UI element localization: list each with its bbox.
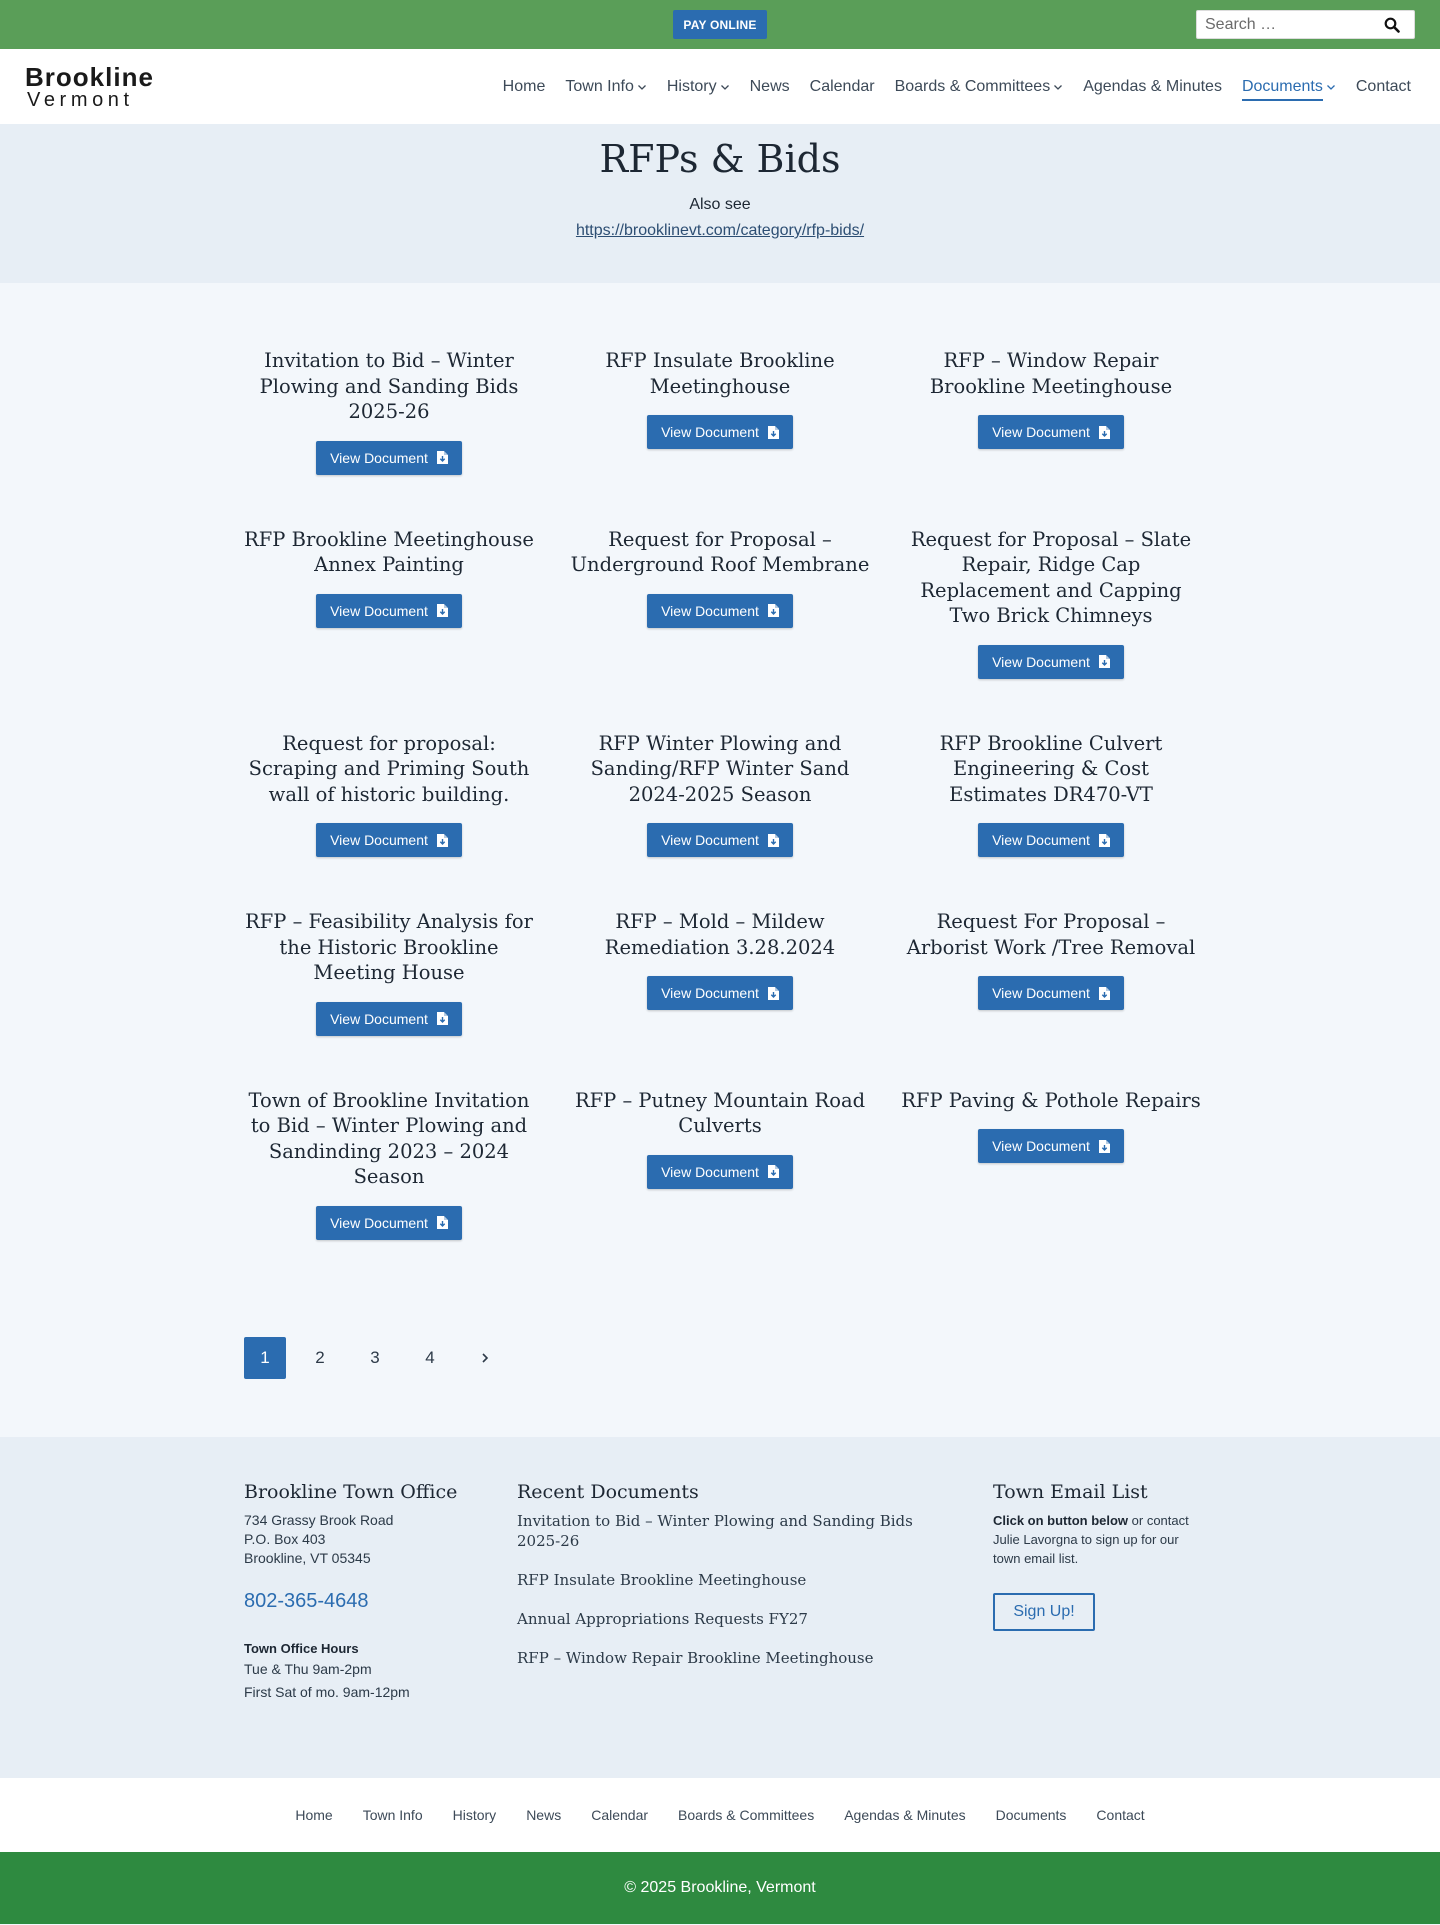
nav-item-label: Town Info xyxy=(565,77,634,95)
email-list-text xyxy=(993,1511,1193,1568)
logo-line-1: Brookline xyxy=(25,62,154,92)
footer-nav xyxy=(0,1778,1440,1852)
hours-line: First Sat of mo. 9am-12pm xyxy=(244,1684,410,1700)
nav-item-calendar[interactable] xyxy=(800,70,885,104)
recent-documents-title: Recent Documents xyxy=(517,1481,699,1503)
email-rest-text: or contact Julie Lavorgna to sign up for our town email list. xyxy=(993,1513,1189,1566)
recent-document-link[interactable]: Annual Appropriations Requests FY27 xyxy=(517,1610,808,1628)
view-document-button[interactable] xyxy=(647,976,793,1010)
pagination xyxy=(244,1337,506,1379)
row-spacer xyxy=(906,857,1196,909)
view-document-label: View Document xyxy=(992,832,1090,848)
site-footer xyxy=(0,1437,1440,1778)
footer-nav-boards-and-committees[interactable]: Boards & Committees xyxy=(678,1807,815,1823)
document-title[interactable]: Request for Proposal – Slate Repair, Ridge Cap Replacement and Capping Two Brick Chimneys xyxy=(910,527,1192,627)
footer-nav-contact[interactable]: Contact xyxy=(1096,1807,1145,1823)
document-card xyxy=(244,1088,534,1240)
rfp-bids-category-link[interactable]: https://brooklinevt.com/category/rfp-bids/ xyxy=(575,222,865,239)
footer-nav-home[interactable]: Home xyxy=(295,1807,333,1823)
chevron-down-icon[interactable] xyxy=(720,83,730,91)
nav-item-label: History xyxy=(666,77,717,95)
recent-document-link[interactable]: RFP Insulate Brookline Meetinghouse xyxy=(517,1571,807,1589)
nav-item-home[interactable] xyxy=(493,70,556,104)
view-document-label: View Document xyxy=(992,653,1090,670)
view-document-button[interactable] xyxy=(316,594,462,628)
view-document-label: View Document xyxy=(992,424,1090,440)
page-link-3[interactable]: 3 xyxy=(370,1348,380,1367)
file-download-icon xyxy=(437,1216,448,1229)
row-spacer xyxy=(244,1036,534,1088)
document-card xyxy=(570,527,870,679)
file-download-icon xyxy=(437,451,448,464)
row-spacer xyxy=(575,857,865,909)
chevron-down-icon[interactable] xyxy=(1053,83,1063,91)
view-document-button[interactable] xyxy=(978,823,1124,857)
document-title[interactable]: RFP – Mold – Mildew Remediation 3.28.2024 xyxy=(604,910,836,959)
page-hero xyxy=(0,124,1440,283)
file-download-icon xyxy=(768,426,779,439)
file-download-icon xyxy=(437,834,448,847)
document-card xyxy=(575,909,865,1036)
file-download-icon xyxy=(1099,426,1110,439)
view-document-button[interactable] xyxy=(647,1155,793,1189)
row-spacer xyxy=(575,679,865,731)
document-title[interactable]: Request For Proposal – Arborist Work /Tree Removal xyxy=(906,910,1196,959)
row-spacer xyxy=(906,679,1196,731)
document-title[interactable]: RFP – Feasibility Analysis for the Historic Brookline Meeting House xyxy=(245,910,533,984)
address-line: P.O. Box 403 xyxy=(244,1531,326,1547)
file-download-icon xyxy=(768,1165,779,1178)
footer-nav-agendas-and-minutes[interactable]: Agendas & Minutes xyxy=(844,1807,966,1823)
document-title[interactable]: Request for Proposal – Underground Roof Membrane xyxy=(570,527,870,576)
view-document-button[interactable] xyxy=(978,645,1124,679)
nav-item-boards-and-committees[interactable] xyxy=(885,70,1074,104)
view-document-label: View Document xyxy=(992,1138,1090,1154)
document-title[interactable]: RFP Winter Plowing and Sanding/RFP Winter Sand 2024-2025 Season xyxy=(590,731,850,806)
footer-recent-column xyxy=(517,1479,927,1687)
document-card xyxy=(244,527,534,679)
footer-nav-town-info[interactable]: Town Info xyxy=(362,1807,423,1823)
row-spacer xyxy=(906,475,1196,527)
search-form xyxy=(1196,10,1415,39)
address-line: Brookline, VT 05345 xyxy=(244,1550,371,1566)
view-document-button[interactable] xyxy=(978,1129,1124,1163)
email-list-title: Town Email List xyxy=(993,1481,1148,1503)
document-card xyxy=(906,909,1196,1036)
footer-email-column xyxy=(993,1479,1193,1631)
document-card xyxy=(244,348,534,475)
nav-item-label: Boards & Committees xyxy=(894,77,1051,95)
view-document-button[interactable] xyxy=(316,1206,462,1240)
file-download-icon xyxy=(1099,834,1110,847)
document-card xyxy=(906,731,1196,858)
nav-item-label: Documents xyxy=(1242,78,1323,101)
nav-item-label: Calendar xyxy=(809,77,875,95)
document-card xyxy=(575,731,865,858)
recent-documents-list xyxy=(517,1511,927,1668)
document-title[interactable]: RFP – Putney Mountain Road Culverts xyxy=(574,1088,866,1137)
site-logo[interactable] xyxy=(25,64,154,110)
office-address xyxy=(244,1511,457,1568)
nav-item-agendas-and-minutes[interactable] xyxy=(1073,70,1232,104)
email-bold-text: Click on button below xyxy=(993,1513,1129,1528)
file-download-icon xyxy=(1099,655,1110,668)
page-link-4[interactable]: 4 xyxy=(425,1348,435,1367)
document-title[interactable]: RFP Brookline Culvert Engineering & Cost Estimates DR470-VT xyxy=(939,731,1163,806)
document-title[interactable]: Invitation to Bid – Winter Plowing and Sanding Bids 2025-26 xyxy=(259,349,519,423)
row-spacer xyxy=(575,475,865,527)
view-document-button[interactable] xyxy=(647,823,793,857)
nav-item-label: News xyxy=(749,77,790,95)
document-title[interactable]: Town of Brookline Invitation to Bid – Winter Plowing and Sandinding 2023 – 2024 Season xyxy=(248,1088,530,1188)
file-download-icon xyxy=(1099,987,1110,1000)
file-download-icon xyxy=(437,1012,448,1025)
office-title: Brookline Town Office xyxy=(244,1481,458,1503)
next-page-icon[interactable] xyxy=(464,1337,506,1379)
nav-item-contact[interactable] xyxy=(1346,70,1421,104)
file-download-icon xyxy=(437,604,448,617)
sign-up-button[interactable]: Sign Up! xyxy=(993,1593,1095,1631)
view-document-label: View Document xyxy=(661,985,759,1001)
nav-item-history[interactable] xyxy=(657,70,740,104)
document-card xyxy=(906,348,1196,475)
row-spacer xyxy=(906,1036,1196,1088)
view-document-label: View Document xyxy=(330,449,428,466)
view-document-label: View Document xyxy=(661,602,759,619)
row-spacer xyxy=(244,475,534,527)
document-card xyxy=(575,348,865,475)
search-icon[interactable] xyxy=(1377,11,1407,38)
office-phone-link[interactable]: 802-365-4648 xyxy=(244,1590,369,1612)
nav-item-label: Agendas & Minutes xyxy=(1083,77,1222,95)
view-document-label: View Document xyxy=(661,424,759,440)
chevron-down-icon[interactable] xyxy=(637,83,647,91)
view-document-label: View Document xyxy=(330,1010,428,1027)
view-document-button[interactable] xyxy=(647,594,793,628)
view-document-button[interactable] xyxy=(316,823,462,857)
page-title: RFPs & Bids xyxy=(599,137,841,181)
footer-office-column xyxy=(244,1479,457,1704)
file-download-icon xyxy=(768,834,779,847)
document-card xyxy=(906,527,1196,679)
documents-grid xyxy=(244,348,1201,1240)
document-title[interactable]: RFP Brookline Meetinghouse Annex Painting xyxy=(244,527,534,576)
view-document-label: View Document xyxy=(330,1214,428,1231)
recent-document-link[interactable]: Invitation to Bid – Winter Plowing and Sanding Bids 2025-26 xyxy=(517,1512,913,1550)
copyright: © 2025 Brookline, Vermont xyxy=(0,1852,1440,1924)
office-hours-title: Town Office Hours xyxy=(244,1641,359,1656)
logo-line-2: Vermont xyxy=(27,89,134,111)
nav-item-news[interactable] xyxy=(740,70,800,104)
documents-content xyxy=(0,283,1440,1437)
document-card xyxy=(244,731,534,858)
view-document-button[interactable] xyxy=(978,976,1124,1010)
page-link-2[interactable]: 2 xyxy=(315,1348,325,1367)
document-title[interactable]: RFP Insulate Brookline Meetinghouse xyxy=(605,349,835,398)
document-title[interactable]: RFP Paving & Pothole Repairs xyxy=(901,1088,1201,1112)
view-document-label: View Document xyxy=(661,832,759,848)
recent-document-link[interactable]: RFP – Window Repair Brookline Meetinghouse xyxy=(517,1649,874,1667)
file-download-icon xyxy=(768,604,779,617)
document-card xyxy=(901,1088,1201,1240)
address-line: 734 Grassy Brook Road xyxy=(244,1512,394,1528)
footer-nav-history[interactable]: History xyxy=(452,1807,497,1823)
document-card xyxy=(244,909,534,1036)
nav-item-documents[interactable] xyxy=(1232,70,1346,104)
page-link-1[interactable]: 1 xyxy=(244,1337,286,1379)
footer-nav-news[interactable]: News xyxy=(526,1807,562,1823)
pay-online-button[interactable]: PAY ONLINE xyxy=(673,10,767,39)
footer-nav-calendar[interactable]: Calendar xyxy=(591,1807,649,1823)
view-document-label: View Document xyxy=(330,602,428,619)
main-nav xyxy=(493,49,1421,124)
row-spacer xyxy=(575,1036,865,1088)
view-document-label: View Document xyxy=(992,985,1090,1001)
nav-item-town-info[interactable] xyxy=(555,70,656,104)
search-input[interactable] xyxy=(1197,11,1377,38)
site-header xyxy=(0,49,1440,124)
view-document-label: View Document xyxy=(661,1163,759,1180)
top-bar xyxy=(0,0,1440,49)
view-document-button[interactable] xyxy=(316,1002,462,1036)
view-document-label: View Document xyxy=(330,832,428,848)
document-title[interactable]: RFP – Window Repair Brookline Meetinghouse xyxy=(929,349,1173,398)
footer-nav-documents[interactable]: Documents xyxy=(995,1807,1067,1823)
nav-item-label: Home xyxy=(502,77,546,95)
file-download-icon xyxy=(1099,1140,1110,1153)
view-document-button[interactable] xyxy=(978,415,1124,449)
also-see-text: Also see xyxy=(689,196,751,213)
office-hours xyxy=(244,1658,457,1704)
view-document-button[interactable] xyxy=(647,415,793,449)
row-spacer xyxy=(244,857,534,909)
nav-item-label: Contact xyxy=(1355,77,1411,95)
file-download-icon xyxy=(768,987,779,1000)
chevron-down-icon[interactable] xyxy=(1326,83,1336,91)
document-title[interactable]: Request for proposal: Scraping and Priming South wall of historic building. xyxy=(248,731,530,806)
view-document-button[interactable] xyxy=(316,441,462,475)
hours-line: Tue & Thu 9am-2pm xyxy=(244,1661,372,1677)
document-card xyxy=(575,1088,865,1240)
row-spacer xyxy=(244,679,534,731)
